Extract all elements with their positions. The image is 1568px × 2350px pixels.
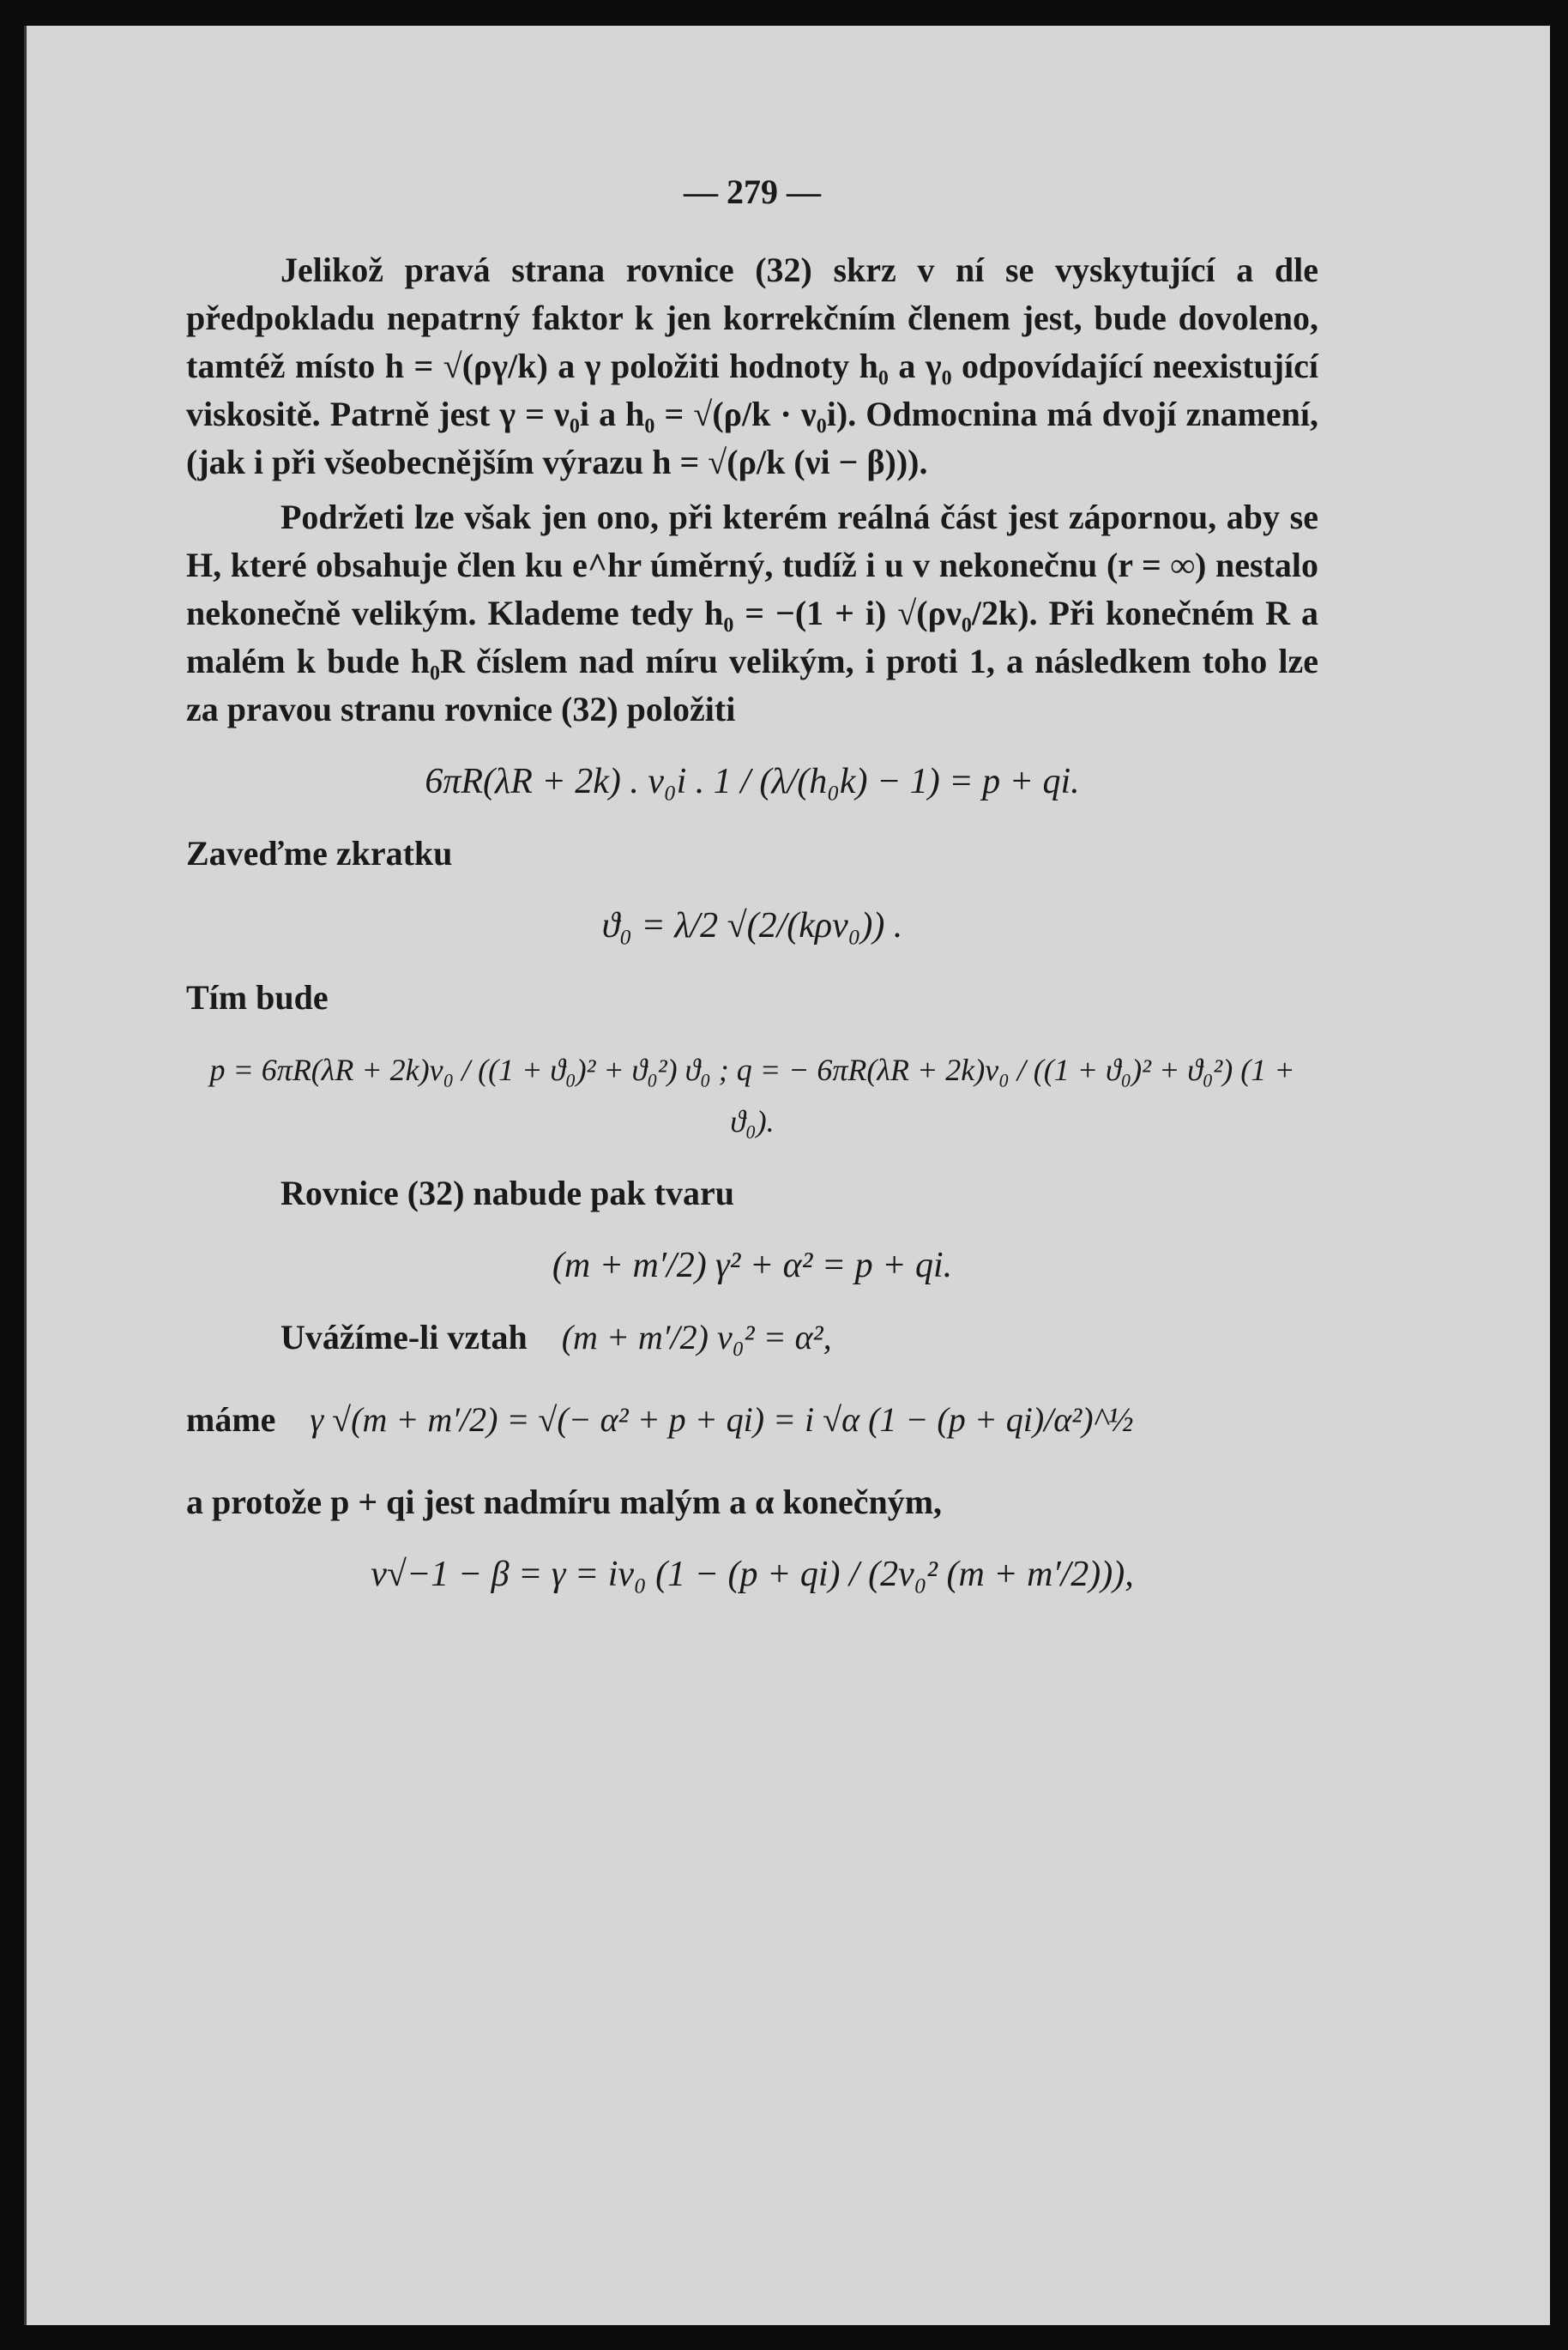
label-protoze: a protože p + qi jest nadmíru malým a α konečným, — [186, 1483, 943, 1521]
equation-3: p = 6πR(λR + 2k)ν₀ / ((1 + ϑ₀)² + ϑ₀²) ϑ₀ ; q = − 6πR(λR + 2k)ν₀ / ((1 + ϑ₀)² + ϑ₀²) (1 + ϑ₀). — [209, 1053, 1295, 1139]
paragraph-2: Podržeti lze však jen ono, při kterém reálná část jest zápornou, aby se H, které obsahuje člen ku e^hr úměrný, tudíž i u v nekonečnu (r = ∞) nestalo nekonečně velikým. Klademe tedy h₀ = −(1 + i) √(ρν₀/2k). Při konečném R a malém k bude h₀R číslem nad míru velikým, i proti 1, a následkem toho lze za pravou stranu rovnice (32) položiti — [186, 498, 1318, 728]
label-uvazime: Uvážíme-li vztah — [280, 1318, 528, 1356]
equation-1: 6πR(λR + 2k) . ν₀i . 1 / (λ/(h₀k) − 1) = p + qi. — [425, 762, 1080, 801]
book-page — [24, 26, 1550, 2325]
equation-6: γ √(m + m′/2) = √(− α² + p + qi) = i √α (1 − (p + qi)/α²)^½ — [310, 1400, 1134, 1439]
label-mame: máme — [186, 1400, 276, 1439]
uvazime-line — [280, 1314, 1318, 1362]
equation-2: ϑ₀ = λ/2 √(2/(kρν₀)) . — [601, 906, 903, 945]
equation-7: ν√−1 − β = γ = iν₀ (1 − (p + qi) / (2ν₀² (m + m′/2))), — [371, 1555, 1134, 1594]
mame-line — [186, 1396, 1318, 1444]
paragraph-1: Jelikož pravá strana rovnice (32) skrz v ní se vyskytující a dle předpokladu nepatrný faktor k jen korrekčním členem jest, bude dovoleno, tamtéž místo h = √(ργ/k) a γ položiti hodnoty h₀ a γ₀ odpovídající neexistující viskositě. Patrně jest γ = ν₀i a h₀ = √(ρ/k · ν₀i). Odmocnina má dvojí znamení, (jak i při všeobecnějším výrazu h = √(ρ/k (νi − β))). — [186, 251, 1318, 481]
label-zavedme: Zaveďme zkratku — [186, 834, 453, 873]
equation-4: (m + m′/2) γ² + α² = p + qi. — [552, 1246, 953, 1285]
page-text — [186, 77, 1318, 1622]
page-number: — 279 — — [684, 172, 821, 211]
label-tim-bude: Tím bude — [186, 978, 329, 1017]
label-rovnice: Rovnice (32) nabude pak tvaru — [280, 1174, 734, 1212]
equation-5: (m + m′/2) ν₀² = α², — [561, 1318, 832, 1356]
